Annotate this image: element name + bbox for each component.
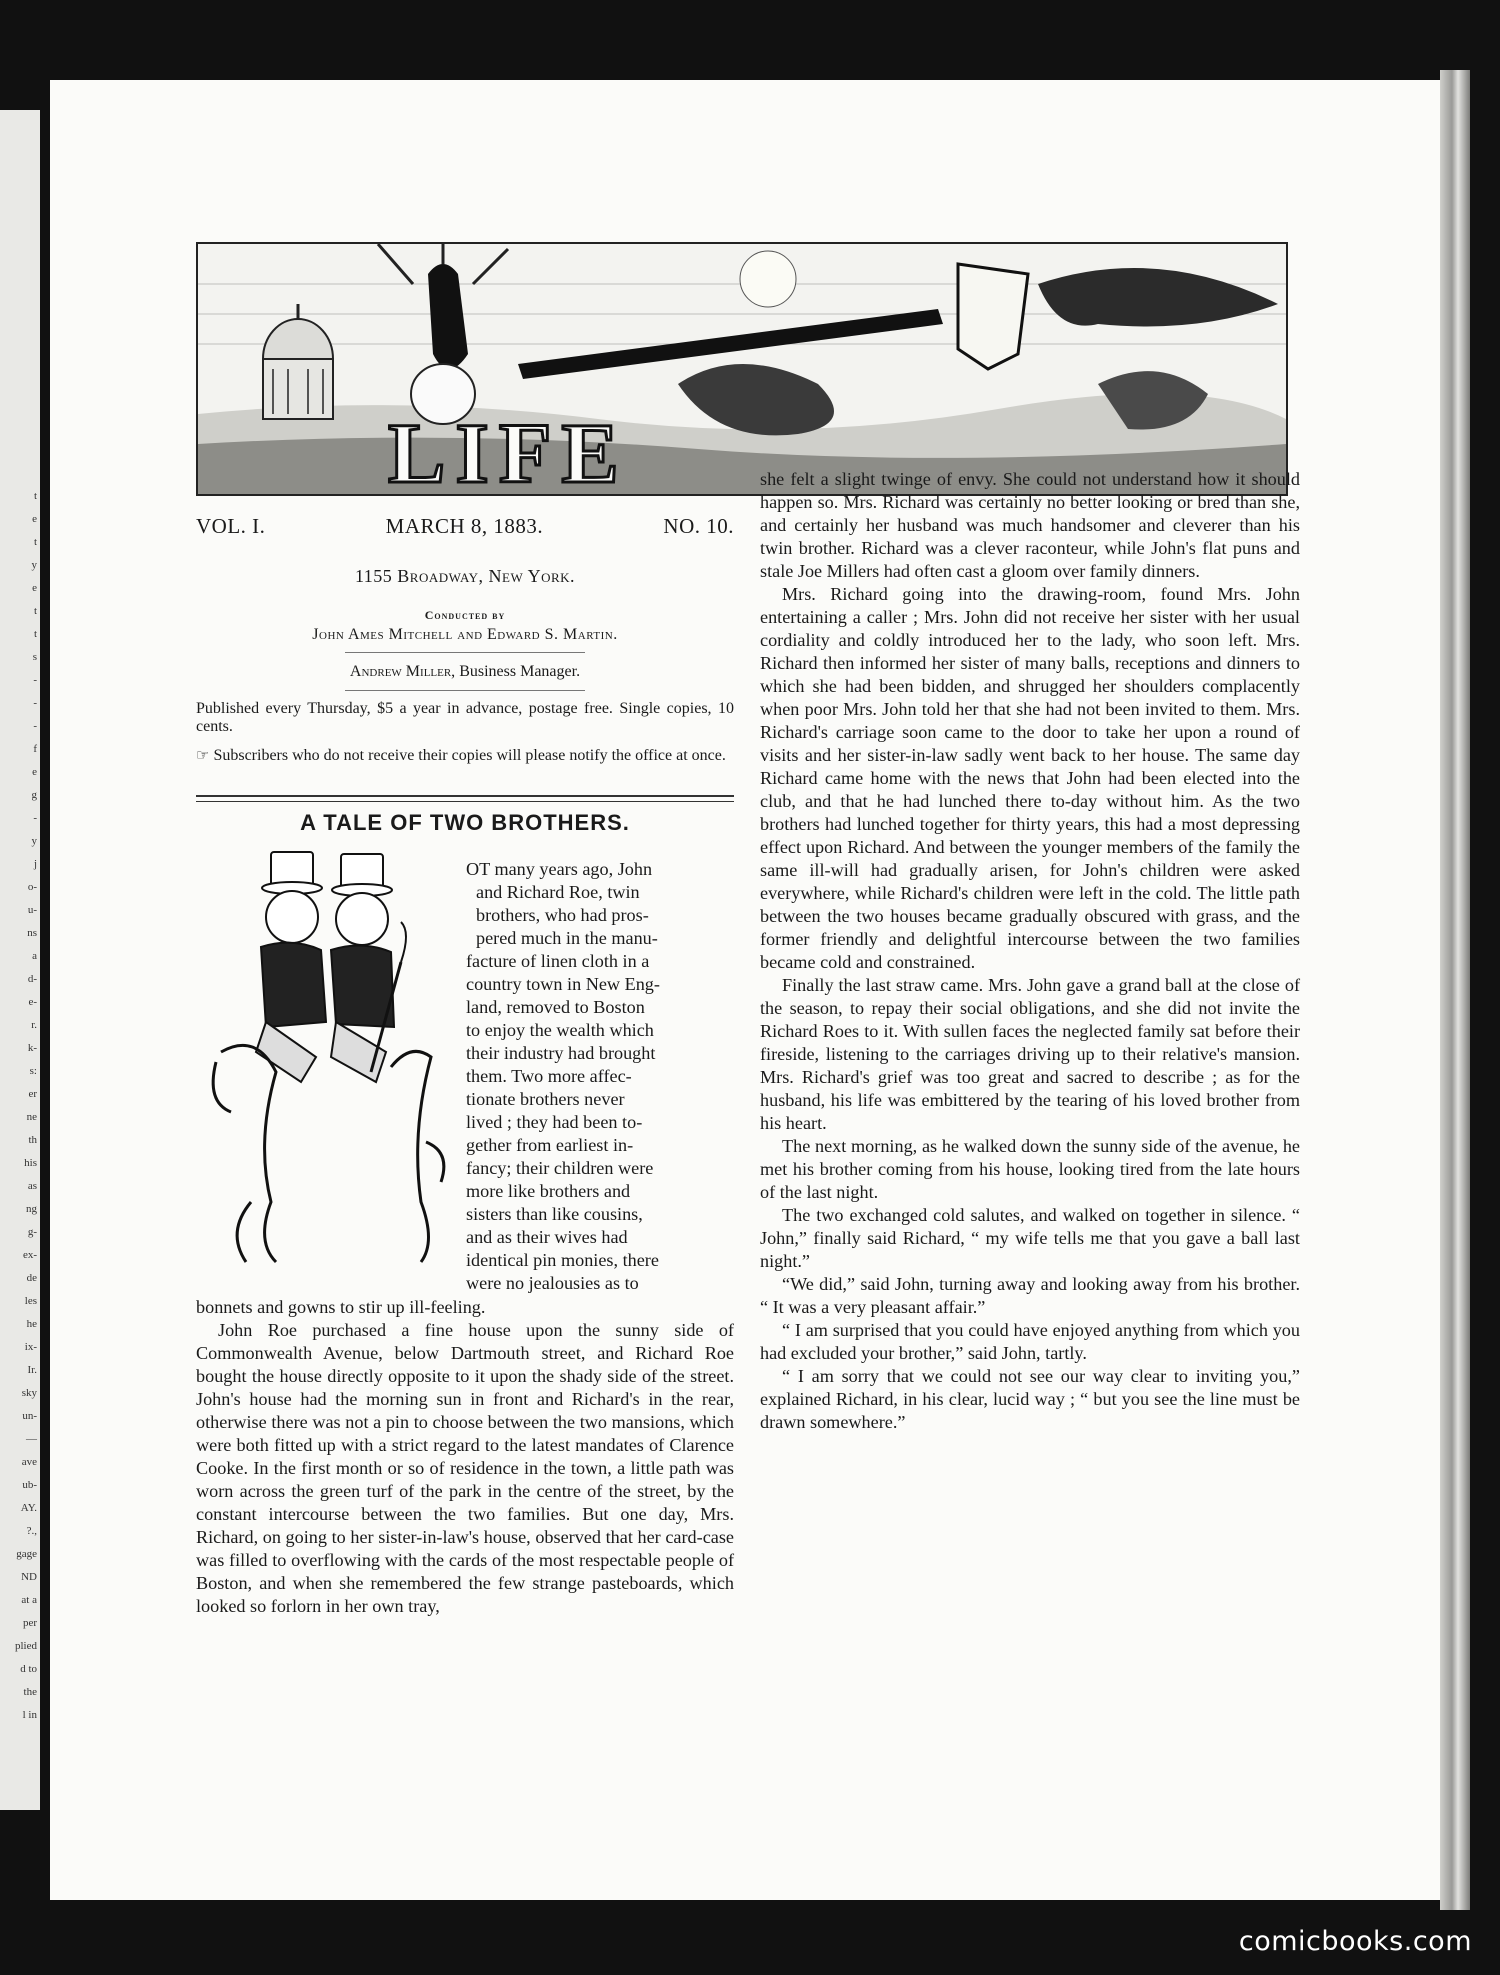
masthead-line <box>196 514 734 539</box>
article-column-1 <box>196 1296 734 1618</box>
left-page-fragment-text: ex- <box>22 1249 37 1261</box>
article-paragraph: The two exchanged cold salutes, and walked on together in silence. “ John,” finally said Richard, “ my wife tells me that you gave a ball last night.” <box>760 1205 1300 1271</box>
left-page-fragment-text: d- <box>27 973 37 985</box>
left-page-fragment-text: ub- <box>22 1479 37 1491</box>
left-page-fragment-text: ?., <box>26 1525 37 1537</box>
left-page-fragment-text: g <box>31 789 37 801</box>
intro-line: sisters than like cousins, <box>466 1204 643 1224</box>
intro-line: lived ; they had been to- <box>466 1112 643 1132</box>
editors: John Ames Mitchell and Edward S. Martin. <box>312 626 618 643</box>
left-page-fragment-text: de <box>26 1272 37 1284</box>
article-paragraph: The next morning, as he walked down the sunny side of the avenue, he met his brother coming from his house, looking tired from the late hours of the last night. <box>760 1136 1300 1202</box>
issue-number: NO. 10. <box>663 514 734 538</box>
watermark: comicbooks.com <box>1238 1926 1472 1957</box>
conducted-by-label: Conducted by <box>424 608 506 622</box>
left-page-fragment-text: l in <box>22 1709 37 1721</box>
address: 1155 Broadway, New York. <box>354 566 576 586</box>
article-paragraph: Mrs. Richard going into the drawing-room, found Mrs. John entertaining a caller ; Mrs. John did not receive her sister with her usual cordiality and coldly introduced her to the lady, who soon left. Mrs. Richard then informed her sister of many balls, receptions and dinners to which she had been bidden, and shrugged her shoulders complacently when poor Mrs. John told her that she had not been invited to them. Mrs. Richard's carriage soon came to the door to take her upon a round of visits and her sister-in-law sadly went back to her house. The same day Richard came home with the news that John had been elected into the club, and that he had lunched there to-day without him. As the two brothers had lunched together for thirty years, this had a most depressing effect upon Richard. And between the younger members of the family the same ill-will had gradually arisen, for John's children were asked everywhere, while Richard's children were left in the cold. The little path between the two houses became gradually obscured with grass, and the former friendly and delightful intercourse between the two families became cold and constrained. <box>760 584 1300 972</box>
article-column-2 <box>760 468 1300 1434</box>
intro-line: land, removed to Boston <box>466 997 645 1017</box>
divider <box>345 652 585 653</box>
business-manager <box>196 663 734 681</box>
left-page-fragment-text: u- <box>27 904 37 916</box>
article-intro <box>466 858 734 1295</box>
article-paragraph: “We did,” said John, turning away and looking away from his brother. “ It was a very pleasant affair.” <box>760 1274 1300 1317</box>
left-page-fragment-text: ND <box>21 1571 37 1583</box>
intro-line: and Richard Roe, twin <box>476 882 640 902</box>
left-page-fragment-text: er <box>28 1088 37 1100</box>
intro-line: to enjoy the wealth which <box>466 1020 654 1040</box>
issue-date: MARCH 8, 1883. <box>385 514 544 538</box>
intro-line: country town in New Eng- <box>466 974 660 994</box>
intro-line: pered much in the manu- <box>476 928 658 948</box>
left-page-fragment-text: sky <box>21 1387 37 1399</box>
left-page-fragment-text: e- <box>28 996 37 1008</box>
left-page-fragment-text: ne <box>26 1111 37 1123</box>
article-paragraph: “ I am sorry that we could not see our way clear to inviting you,” explained Richard, in his clear, lucid way ; “ but you see the line must be drawn somewhere.” <box>760 1366 1300 1432</box>
divider <box>345 690 585 691</box>
article-paragraph: Finally the last straw came. Mrs. John gave a grand ball at the close of the season, to repay their social obligations, and she did not invite the Richard Roes to it. With sullen faces the neglected family sat before their fireside, listening to the carriages driving up to their relative's mansion. Mrs. Richard's grief was too great and sacred to describe ; as for the husband, his life was embittered by the tearing of his loved brother from his heart. <box>760 975 1300 1133</box>
left-page-fragment-text: e <box>32 513 37 525</box>
intro-line: tionate brothers never <box>466 1089 625 1109</box>
intro-line: identical pin monies, there <box>466 1250 659 1270</box>
intro-line: brothers, who had pros- <box>476 905 649 925</box>
left-page-fragment-text: per <box>22 1617 37 1629</box>
pointing-hand-icon: ☞ <box>196 746 210 764</box>
intro-line: gether from earliest in- <box>466 1135 634 1155</box>
masthead-illustration <box>196 242 1288 496</box>
article-paragraph: she felt a slight twinge of envy. She could not understand how it should happen so. Mrs. Richard was certainly no better looking or bred than she, and certainly her husband was much handsomer and cleverer than his twin brother. Richard was a clever raconteur, while John's flat puns and stale Joe Millers had often cast a gloom over family dinners. <box>760 469 1300 581</box>
life-logo: LIFE <box>388 405 629 494</box>
left-page-fragment-text: he <box>26 1318 37 1330</box>
left-page-fragment <box>0 110 40 1810</box>
left-page-fragment-text: j <box>33 858 37 870</box>
left-page-fragment-text: t <box>33 536 37 548</box>
left-page-fragment-text: t <box>33 490 37 502</box>
double-rule <box>196 795 734 802</box>
subscriber-notice-text: Subscribers who do not receive their copies will please notify the office at once. <box>213 747 726 764</box>
left-page-fragment-text: gage <box>16 1548 37 1560</box>
left-page-fragment-text: as <box>27 1180 37 1192</box>
manager-name: Andrew Miller, <box>349 663 456 680</box>
left-page-fragment-text: - <box>33 812 37 824</box>
left-page-fragment-text: at a <box>21 1594 37 1606</box>
intro-line: OT many years ago, John <box>466 859 653 879</box>
intro-line: fancy; their children were <box>466 1158 654 1178</box>
left-page-fragment-text: y <box>31 835 37 847</box>
left-page-fragment-text: t <box>33 605 37 617</box>
left-page-fragment-text: the <box>23 1686 37 1698</box>
left-page-fragment-text: — <box>26 1433 37 1445</box>
left-page-fragment-text: r. <box>31 1019 37 1031</box>
left-page-fragment-text: f <box>33 743 37 755</box>
left-page-fragment-text: - <box>33 674 37 686</box>
publication-info: Published every Thursday, $5 a year in advance, postage free. Single copies, 10 cents. <box>196 700 734 735</box>
left-page-fragment-text: his <box>24 1157 37 1169</box>
left-page-fragment-text: AY. <box>20 1502 37 1514</box>
article-paragraph: “ I am surprised that you could have enjoyed anything from which you had excluded your brother,” said John, tartly. <box>760 1320 1300 1363</box>
left-page-fragment-text: a <box>32 950 37 962</box>
left-page-fragment-text: g- <box>27 1226 37 1238</box>
intro-line: facture of linen cloth in a <box>466 951 650 971</box>
subscriber-notice <box>196 746 734 765</box>
left-page-fragment-text: y <box>31 559 37 571</box>
left-page-fragment-text: s: <box>29 1065 37 1077</box>
manager-role: Business Manager. <box>459 663 581 680</box>
left-page-fragment-text: k- <box>27 1042 37 1054</box>
left-page-fragment-text: Ir. <box>27 1364 37 1376</box>
left-page-fragment-text: ix- <box>24 1341 37 1353</box>
left-page-fragment-text: - <box>33 720 37 732</box>
left-page-fragment-text: s <box>32 651 37 663</box>
left-page-fragment-text: e <box>32 582 37 594</box>
left-page-fragment-text: th <box>28 1134 37 1146</box>
intro-line: their industry had brought <box>466 1043 656 1063</box>
left-page-fragment-text: e <box>32 766 37 778</box>
volume-label: VOL. I. <box>196 514 266 538</box>
left-page-fragment-text: ns <box>27 927 37 939</box>
left-page-fragment-text: les <box>24 1295 37 1307</box>
left-page-fragment-text: - <box>33 697 37 709</box>
article-paragraph: John Roe purchased a fine house upon the sunny side of Commonwealth Avenue, below Dartmouth street, and Richard Roe bought the house directly opposite to it upon the shady side of the street. John's house had the morning sun in front and Richard's in the rear, otherwise there was not a pin to choose between the two mansions, which were both fitted up with a strict regard to the latest mandates of Clarence Cooke. In the first month or so of residence in the town, a little path was worn across the green turf of the park in the centre of the street, by the constant intercourse between the two families. But one day, Mrs. Richard, on going to her sister-in-law's house, observed that her card-case was filled to overflowing with the cards of the most respectable people of Boston, and when she remembered the few strange pasteboards, which looked so forlorn in her own tray, <box>196 1320 734 1616</box>
intro-line: them. Two more affec- <box>466 1066 632 1086</box>
left-page-fragment-text: o- <box>27 881 37 893</box>
left-page-fragment-text: un- <box>22 1410 37 1422</box>
left-page-fragment-text: d to <box>20 1663 37 1675</box>
article-title: A TALE OF TWO BROTHERS. <box>300 810 630 835</box>
intro-line: and as their wives had <box>466 1227 628 1247</box>
left-page-fragment-text: t <box>33 628 37 640</box>
left-page-fragment-text: plied <box>15 1640 37 1652</box>
left-page-fragment-text: ave <box>21 1456 37 1468</box>
intro-line: more like brothers and <box>466 1181 631 1201</box>
intro-line: were no jealousies as to <box>466 1273 639 1293</box>
page-edge <box>1440 70 1470 1910</box>
article-paragraph: bonnets and gowns to stir up ill-feeling. <box>196 1297 486 1317</box>
left-page-fragment-text: ng <box>26 1203 37 1215</box>
twin-brothers-illustration <box>196 842 456 1282</box>
